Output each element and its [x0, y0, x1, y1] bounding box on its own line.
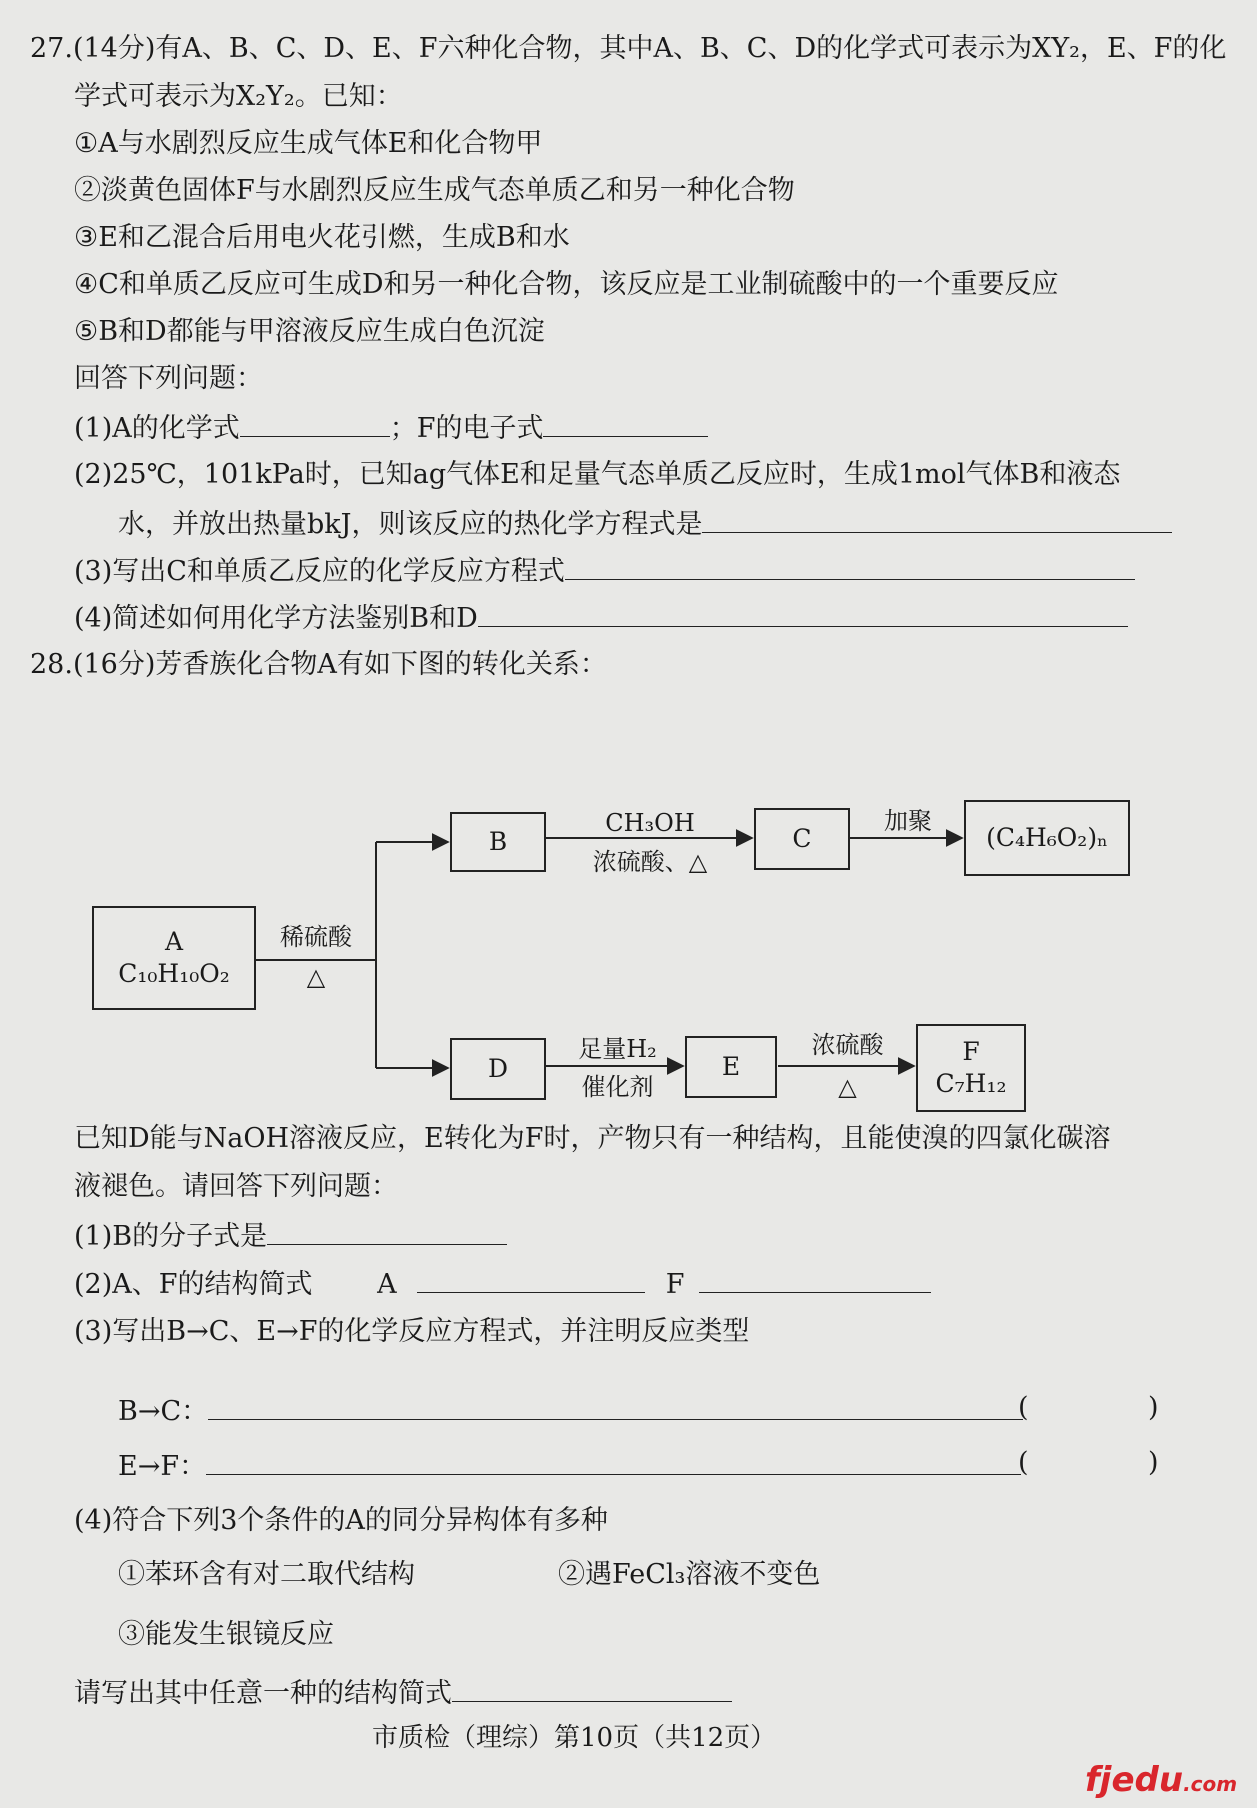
- q28-intro: 28.(16分)芳香族化合物A有如下图的转化关系：: [30, 649, 607, 680]
- q28-bc-line: [118, 1393, 1023, 1429]
- compound-d-box: [450, 1038, 546, 1100]
- compound-f-formula: C₇H₁₂: [935, 1069, 1007, 1098]
- q28-part1: [74, 1218, 507, 1254]
- cond-bc-bottom: 浓硫酸、△: [592, 848, 708, 876]
- q27-part4-blank[interactable]: [478, 600, 1128, 627]
- q28-ef-blank[interactable]: [206, 1448, 1021, 1475]
- q28-bc-paren-open: (: [1018, 1392, 1029, 1423]
- q27-fact-2: ②淡黄色固体F与水剧烈反应生成气态单质乙和另一种化合物: [74, 175, 795, 206]
- compound-f-box: [916, 1024, 1026, 1112]
- q27-part2-line2: [118, 506, 1172, 542]
- compound-e-box: [685, 1036, 777, 1098]
- compound-b-box: [450, 812, 546, 872]
- polymer-formula: (C₄H₆O₂)ₙ: [986, 823, 1108, 852]
- q28-part2-a-label: A: [377, 1269, 397, 1300]
- page-footer: 市质检（理综）第10页（共12页）: [372, 1723, 777, 1753]
- q28-bc-blank[interactable]: [208, 1393, 1023, 1420]
- q27-part1: [74, 410, 708, 446]
- q28-part4: (4)符合下列3个条件的A的同分异构体有多种: [74, 1505, 608, 1536]
- q27-part3-blank[interactable]: [565, 553, 1135, 580]
- q27-part3-text: (3)写出C和单质乙反应的化学反应方程式: [74, 556, 565, 587]
- q28-part1-text: (1)B的分子式是: [74, 1221, 268, 1252]
- q27-part2-text: 水，并放出热量bkJ，则该反应的热化学方程式是: [118, 509, 703, 540]
- cond-a-top: 稀硫酸: [280, 923, 352, 951]
- q28-ef-paren-open: (: [1018, 1447, 1029, 1478]
- compound-f-label: F: [962, 1037, 980, 1066]
- q27-part4: [74, 600, 1128, 636]
- cond-c-polymer: 加聚: [884, 807, 932, 835]
- q28-known-line1: 已知D能与NaOH溶液反应，E转化为F时，产物只有一种结构，且能使溴的四氯化碳溶: [74, 1123, 1111, 1154]
- q28-part1-blank[interactable]: [267, 1218, 507, 1245]
- cond-ef-bottom: △: [838, 1073, 857, 1101]
- q27-part1-b-blank[interactable]: [543, 410, 708, 437]
- q28-bc-paren-close: ): [1148, 1392, 1159, 1423]
- q27-fact-3: ③E和乙混合后用电火花引燃，生成B和水: [74, 222, 570, 253]
- site-logo: [1085, 1760, 1237, 1800]
- q27-fact-4: ④C和单质乙反应可生成D和另一种化合物，该反应是工业制硫酸中的一个重要反应: [74, 269, 1059, 300]
- compound-c-label: C: [792, 824, 812, 853]
- q28-condition-1: ①苯环含有对二取代结构: [118, 1559, 415, 1590]
- cond-de-bottom: 催化剂: [581, 1073, 654, 1101]
- q28-condition-3: ③能发生银镜反应: [118, 1619, 334, 1650]
- compound-a-box: [92, 906, 256, 1010]
- q28-bc-label: B→C：: [118, 1396, 209, 1427]
- q28-part2-text: (2)A、F的结构简式: [74, 1269, 313, 1300]
- q27-intro-line1: 27.(14分)有A、B、C、D、E、F六种化合物，其中A、B、C、D的化学式可表示为XY₂，E、F的化: [30, 33, 1227, 64]
- q28-part2: [74, 1266, 931, 1302]
- q27-part2-line1: (2)25℃，101kPa时，已知ag气体E和足量气态单质乙反应时，生成1mol气体B和液态: [74, 459, 1121, 490]
- q28-final-text: 请写出其中任意一种的结构简式: [74, 1678, 452, 1709]
- compound-b-label: B: [488, 827, 508, 856]
- q28-ef-paren-close: ): [1148, 1447, 1159, 1478]
- cond-bc-top: CH₃OH: [605, 809, 695, 837]
- q27-fact-5: ⑤B和D都能与甲溶液反应生成白色沉淀: [74, 316, 545, 347]
- q27-part1-a-blank[interactable]: [240, 410, 390, 437]
- q27-part3: [74, 553, 1135, 589]
- compound-c-box: [754, 808, 850, 870]
- logo-main: fjedu: [1085, 1760, 1184, 1800]
- q28-ef-line: [118, 1448, 1021, 1484]
- q27-part4-text: (4)简述如何用化学方法鉴别B和D: [74, 603, 478, 634]
- cond-de-top: 足量H₂: [578, 1035, 657, 1063]
- q28-condition-2: ②遇FeCl₃溶液不变色: [558, 1559, 821, 1590]
- q27-fact-1: ①A与水剧烈反应生成气体E和化合物甲: [74, 128, 543, 159]
- polymer-box: [964, 800, 1130, 876]
- q28-part3: (3)写出B→C、E→F的化学反应方程式，并注明反应类型: [74, 1316, 750, 1347]
- q27-answer-prompt: 回答下列问题：: [74, 363, 263, 394]
- q28-part2-f-blank[interactable]: [699, 1266, 931, 1293]
- q27-part2-blank[interactable]: [702, 506, 1172, 533]
- q28-final-blank[interactable]: [452, 1675, 732, 1702]
- cond-ef-top: 浓硫酸: [811, 1031, 884, 1059]
- q28-final: [74, 1675, 732, 1711]
- logo-suffix: .com: [1183, 1772, 1238, 1796]
- compound-a-label: A: [164, 927, 184, 956]
- q28-part2-a-blank[interactable]: [417, 1266, 645, 1293]
- q28-ef-label: E→F：: [118, 1451, 207, 1482]
- q27-intro-line2: 学式可表示为X₂Y₂。已知：: [74, 81, 403, 112]
- q28-part2-f-label: F: [665, 1269, 685, 1300]
- q28-known-line2: 液褪色。请回答下列问题：: [74, 1171, 398, 1202]
- compound-d-label: D: [487, 1054, 509, 1083]
- compound-e-label: E: [721, 1052, 741, 1081]
- cond-a-bottom: △: [306, 963, 326, 991]
- compound-a-formula: C₁₀H₁₀O₂: [118, 959, 230, 988]
- q27-part1-b-text: ；F的电子式: [389, 413, 544, 444]
- q27-part1-a-text: (1)A的化学式: [74, 413, 240, 444]
